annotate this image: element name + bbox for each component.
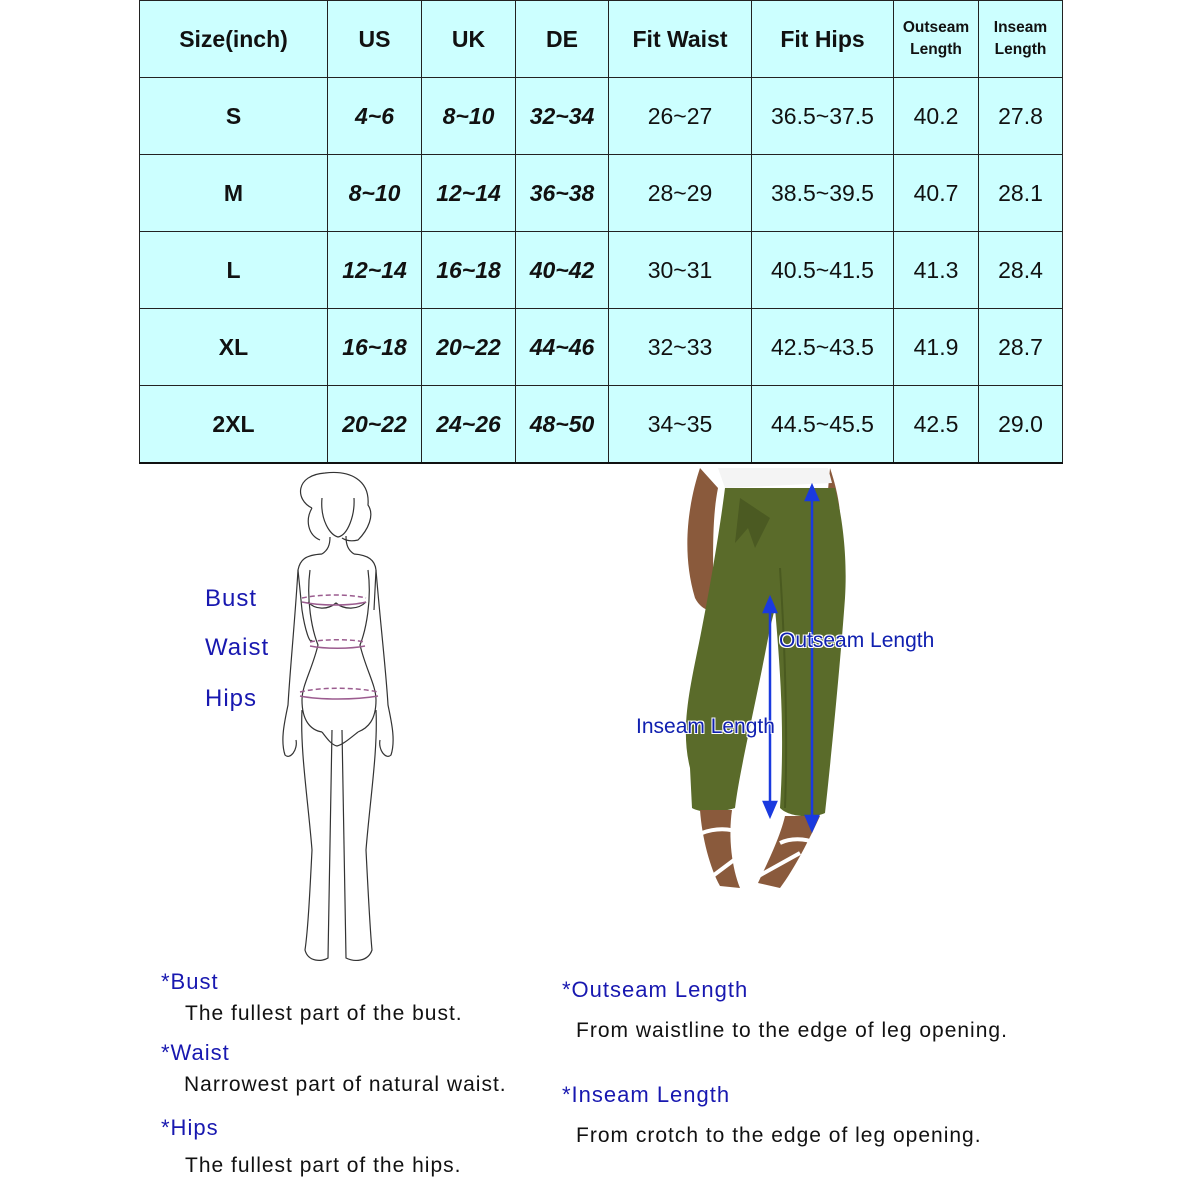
- cell-outseam: 42.5: [894, 386, 979, 464]
- cell-inseam: 28.7: [979, 309, 1063, 386]
- header-inseam-length: Inseam Length: [979, 1, 1063, 78]
- cell-uk: 16~18: [422, 232, 516, 309]
- table-row: [140, 155, 1063, 232]
- header-fit-hips: Fit Hips: [752, 1, 894, 78]
- bust-definition-title: *Bust: [161, 969, 219, 994]
- cell-uk: 8~10: [422, 78, 516, 155]
- cell-size: S: [140, 78, 328, 155]
- cell-fit-hips: 38.5~39.5: [752, 155, 894, 232]
- cell-de: 44~46: [516, 309, 609, 386]
- hips-definition-text: The fullest part of the hips.: [185, 1154, 462, 1177]
- cell-size: XL: [140, 309, 328, 386]
- cell-us: 20~22: [328, 386, 422, 464]
- table-row: [140, 78, 1063, 155]
- header-us: US: [328, 1, 422, 78]
- cell-us: 8~10: [328, 155, 422, 232]
- cell-us: 4~6: [328, 78, 422, 155]
- cell-outseam: 41.9: [894, 309, 979, 386]
- cell-fit-waist: 32~33: [609, 309, 752, 386]
- hips-label: Hips: [205, 685, 258, 712]
- cell-size: 2XL: [140, 386, 328, 464]
- inseam-definition-title: *Inseam Length: [562, 1082, 731, 1107]
- cell-de: 48~50: [516, 386, 609, 464]
- outseam-definition-title: *Outseam Length: [562, 977, 749, 1002]
- cell-us: 16~18: [328, 309, 422, 386]
- bust-definition-text: The fullest part of the bust.: [185, 1002, 463, 1025]
- cell-fit-hips: 36.5~37.5: [752, 78, 894, 155]
- hips-definition-title: *Hips: [161, 1115, 219, 1140]
- cell-fit-waist: 34~35: [609, 386, 752, 464]
- inseam-photo-label: Inseam Length: [636, 715, 775, 738]
- table-row: [140, 232, 1063, 309]
- cell-size: M: [140, 155, 328, 232]
- outseam-definition-text: From waistline to the edge of leg opening.: [576, 1019, 1008, 1042]
- cell-fit-waist: 30~31: [609, 232, 752, 309]
- size-chart-table: [139, 0, 1063, 464]
- inseam-definition-text: From crotch to the edge of leg opening.: [576, 1124, 982, 1147]
- table-row: [140, 386, 1063, 464]
- waist-definition-text: Narrowest part of natural waist.: [184, 1073, 507, 1096]
- cell-fit-hips: 44.5~45.5: [752, 386, 894, 464]
- green-pants-illustration: [640, 468, 980, 898]
- cell-uk: 20~22: [422, 309, 516, 386]
- header-uk: UK: [422, 1, 516, 78]
- table-header-row: [140, 1, 1063, 78]
- cell-outseam: 41.3: [894, 232, 979, 309]
- cell-uk: 12~14: [422, 155, 516, 232]
- outseam-photo-label: Outseam Length: [779, 629, 935, 652]
- cell-inseam: 29.0: [979, 386, 1063, 464]
- waist-definition-title: *Waist: [161, 1040, 230, 1065]
- cell-outseam: 40.7: [894, 155, 979, 232]
- header-size: Size(inch): [140, 1, 328, 78]
- cell-inseam: 28.4: [979, 232, 1063, 309]
- table-row: [140, 309, 1063, 386]
- waist-label: Waist: [205, 634, 270, 661]
- body-outline-illustration: [250, 470, 420, 970]
- cell-de: 36~38: [516, 155, 609, 232]
- cell-size: L: [140, 232, 328, 309]
- header-outseam-length: Outseam Length: [894, 1, 979, 78]
- cell-us: 12~14: [328, 232, 422, 309]
- cell-fit-waist: 28~29: [609, 155, 752, 232]
- header-de: DE: [516, 1, 609, 78]
- cell-de: 40~42: [516, 232, 609, 309]
- header-fit-waist: Fit Waist: [609, 1, 752, 78]
- cell-inseam: 28.1: [979, 155, 1063, 232]
- cell-de: 32~34: [516, 78, 609, 155]
- cell-outseam: 40.2: [894, 78, 979, 155]
- bust-label: Bust: [205, 585, 258, 612]
- cell-fit-waist: 26~27: [609, 78, 752, 155]
- cell-fit-hips: 40.5~41.5: [752, 232, 894, 309]
- cell-inseam: 27.8: [979, 78, 1063, 155]
- cell-fit-hips: 42.5~43.5: [752, 309, 894, 386]
- cell-uk: 24~26: [422, 386, 516, 464]
